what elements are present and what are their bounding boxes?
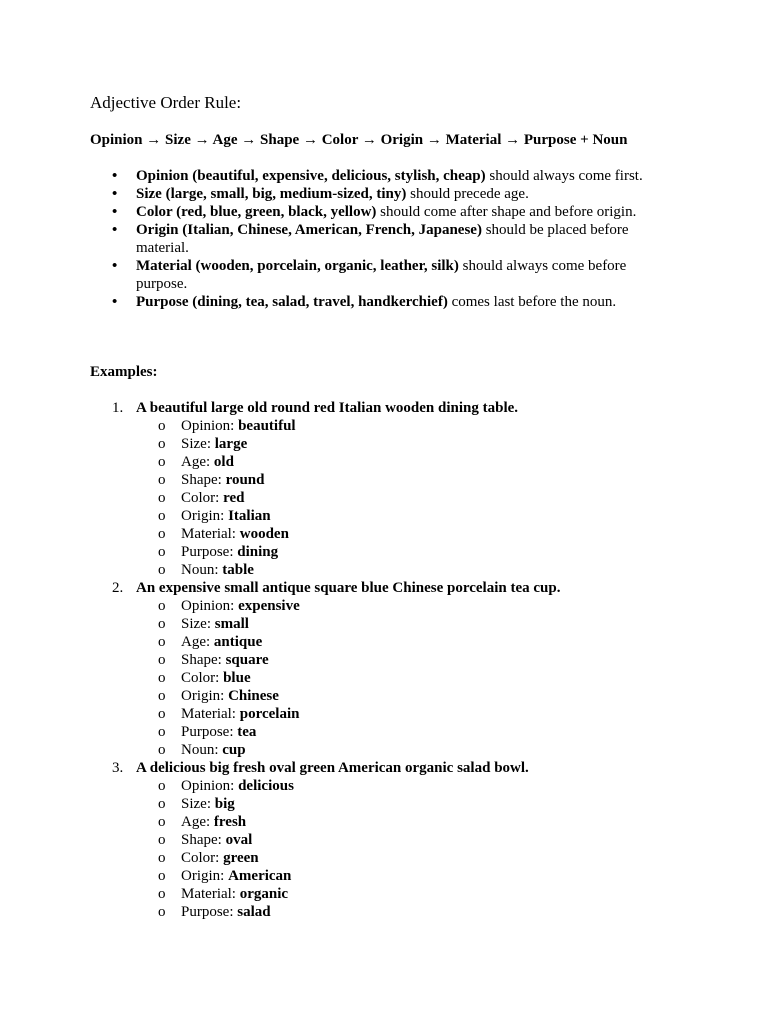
breakdown-value: American: [228, 868, 292, 884]
breakdown-item: [136, 543, 690, 561]
breakdown-item: [136, 507, 690, 525]
example-number: 3.: [112, 760, 124, 776]
breakdown-item: [136, 435, 690, 453]
breakdown-item: [136, 633, 690, 651]
example-item: [90, 399, 690, 579]
breakdown-label: Age:: [181, 814, 214, 830]
breakdown-item: [136, 471, 690, 489]
breakdown-label: Material:: [181, 526, 240, 542]
circle-bullet-icon: o: [158, 454, 166, 470]
breakdown-item: [136, 831, 690, 849]
breakdown-label: Color:: [181, 670, 224, 686]
breakdown-value: small: [214, 616, 249, 632]
example-sentence: A beautiful large old round red Italian wooden dining table.: [136, 400, 519, 416]
rule-item: [90, 221, 670, 257]
breakdown-label: Origin:: [181, 688, 229, 704]
bullet-icon: •: [112, 204, 118, 220]
breakdown-item: [136, 453, 690, 471]
circle-bullet-icon: o: [158, 814, 166, 830]
circle-bullet-icon: o: [158, 616, 166, 632]
breakdown-label: Size:: [181, 616, 215, 632]
breakdown-item: [136, 489, 690, 507]
breakdown-item: [136, 903, 690, 921]
breakdown-label: Size:: [181, 436, 215, 452]
breakdown-item: [136, 597, 690, 615]
breakdown-item: [136, 885, 690, 903]
breakdown-value: expensive: [238, 598, 300, 614]
breakdown-label: Shape:: [181, 652, 226, 668]
circle-bullet-icon: o: [158, 886, 166, 902]
breakdown-value: green: [223, 850, 259, 866]
breakdown-label: Purpose:: [181, 544, 238, 560]
breakdown-item: [136, 651, 690, 669]
breakdown-item: [136, 849, 690, 867]
breakdown-item: [136, 777, 690, 795]
breakdown-value: round: [225, 472, 265, 488]
circle-bullet-icon: o: [158, 472, 166, 488]
circle-bullet-icon: o: [158, 508, 166, 524]
breakdown-value: tea: [237, 724, 257, 740]
breakdown-label: Opinion:: [181, 418, 239, 434]
breakdown-label: Size:: [181, 796, 215, 812]
breakdown-item: [136, 867, 690, 885]
example-breakdown: [136, 417, 690, 579]
rule-text: should always come first.: [485, 168, 643, 184]
breakdown-label: Material:: [181, 886, 240, 902]
rule-text: should come after shape and before origin.: [376, 204, 637, 220]
breakdown-value: old: [213, 454, 234, 470]
circle-bullet-icon: o: [158, 796, 166, 812]
example-item: [90, 579, 690, 759]
breakdown-label: Shape:: [181, 832, 226, 848]
example-number: 1.: [112, 400, 124, 416]
breakdown-label: Age:: [181, 454, 214, 470]
page-title: Adjective Order Rule:: [90, 93, 242, 112]
breakdown-label: Opinion:: [181, 598, 239, 614]
breakdown-value: fresh: [213, 814, 247, 830]
examples-heading: Examples:: [90, 364, 158, 380]
rule-category: Color (red, blue, green, black, yellow): [136, 204, 377, 220]
rule-text: comes last before the noun.: [447, 294, 617, 310]
breakdown-label: Material:: [181, 706, 240, 722]
breakdown-value: Italian: [228, 508, 271, 524]
breakdown-label: Purpose:: [181, 904, 238, 920]
rule-item: [90, 257, 670, 293]
rule-category: Opinion (beautiful, expensive, delicious, stylish, cheap): [136, 168, 486, 184]
breakdown-value: porcelain: [239, 706, 300, 722]
breakdown-value: red: [223, 490, 245, 506]
breakdown-label: Opinion:: [181, 778, 239, 794]
breakdown-value: Chinese: [228, 688, 279, 704]
circle-bullet-icon: o: [158, 778, 166, 794]
circle-bullet-icon: o: [158, 832, 166, 848]
rule-category: Size (large, small, big, medium-sized, tiny): [136, 186, 407, 202]
rule-item: [90, 293, 670, 311]
example-number: 2.: [112, 580, 124, 596]
breakdown-item: [136, 723, 690, 741]
circle-bullet-icon: o: [158, 598, 166, 614]
circle-bullet-icon: o: [158, 652, 166, 668]
breakdown-value: antique: [213, 634, 263, 650]
breakdown-value: big: [214, 796, 235, 812]
circle-bullet-icon: o: [158, 562, 166, 578]
breakdown-value: wooden: [239, 526, 289, 542]
breakdown-value: oval: [225, 832, 253, 848]
circle-bullet-icon: o: [158, 634, 166, 650]
circle-bullet-icon: o: [158, 436, 166, 452]
rule-item: [90, 185, 670, 203]
rule-text: should be placed before material.: [136, 222, 629, 256]
example-sentence: A delicious big fresh oval green American organic salad bowl.: [136, 760, 529, 776]
circle-bullet-icon: o: [158, 742, 166, 758]
bullet-icon: •: [112, 294, 118, 310]
breakdown-item: [136, 669, 690, 687]
bullet-icon: •: [112, 186, 118, 202]
breakdown-item: [136, 687, 690, 705]
breakdown-label: Age:: [181, 634, 214, 650]
breakdown-item: [136, 813, 690, 831]
rule-item: [90, 203, 670, 221]
breakdown-value: organic: [239, 886, 289, 902]
example-item: [90, 759, 690, 921]
breakdown-label: Color:: [181, 490, 224, 506]
breakdown-item: [136, 417, 690, 435]
bullet-icon: •: [112, 222, 118, 238]
breakdown-label: Origin:: [181, 868, 229, 884]
rule-item: [90, 167, 670, 185]
breakdown-value: blue: [223, 670, 251, 686]
circle-bullet-icon: o: [158, 868, 166, 884]
breakdown-value: beautiful: [238, 418, 296, 434]
rule-category: Origin (Italian, Chinese, American, French, Japanese): [136, 222, 482, 238]
circle-bullet-icon: o: [158, 904, 166, 920]
rule-text: should precede age.: [406, 186, 529, 202]
circle-bullet-icon: o: [158, 490, 166, 506]
breakdown-label: Noun:: [181, 562, 223, 578]
circle-bullet-icon: o: [158, 688, 166, 704]
circle-bullet-icon: o: [158, 526, 166, 542]
breakdown-value: dining: [237, 544, 279, 560]
breakdown-value: square: [225, 652, 269, 668]
breakdown-item: [136, 525, 690, 543]
example-sentence: An expensive small antique square blue Chinese porcelain tea cup.: [136, 580, 561, 596]
breakdown-value: delicious: [238, 778, 294, 794]
circle-bullet-icon: o: [158, 850, 166, 866]
circle-bullet-icon: o: [158, 418, 166, 434]
bullet-icon: •: [112, 168, 118, 184]
rule-category: Purpose (dining, tea, salad, travel, handkerchief): [136, 294, 448, 310]
breakdown-item: [136, 705, 690, 723]
breakdown-item: [136, 795, 690, 813]
rule-category: Material (wooden, porcelain, organic, leather, silk): [136, 258, 459, 274]
rules-list: [90, 167, 670, 311]
circle-bullet-icon: o: [158, 670, 166, 686]
example-breakdown: [136, 597, 690, 759]
example-breakdown: [136, 777, 690, 921]
examples-list: [90, 399, 690, 921]
breakdown-item: [136, 741, 690, 759]
breakdown-value: table: [222, 562, 254, 578]
breakdown-label: Noun:: [181, 742, 223, 758]
circle-bullet-icon: o: [158, 724, 166, 740]
breakdown-value: large: [214, 436, 248, 452]
breakdown-value: cup: [222, 742, 246, 758]
breakdown-item: [136, 561, 690, 579]
breakdown-item: [136, 615, 690, 633]
breakdown-label: Shape:: [181, 472, 226, 488]
breakdown-label: Purpose:: [181, 724, 238, 740]
breakdown-label: Color:: [181, 850, 224, 866]
breakdown-value: salad: [237, 904, 271, 920]
circle-bullet-icon: o: [158, 706, 166, 722]
bullet-icon: •: [112, 258, 118, 274]
adjective-sequence: Opinion → Size → Age → Shape → Color → Origin → Material → Purpose + Noun: [90, 132, 628, 148]
rule-text: should always come before purpose.: [136, 258, 627, 292]
circle-bullet-icon: o: [158, 544, 166, 560]
breakdown-label: Origin:: [181, 508, 229, 524]
